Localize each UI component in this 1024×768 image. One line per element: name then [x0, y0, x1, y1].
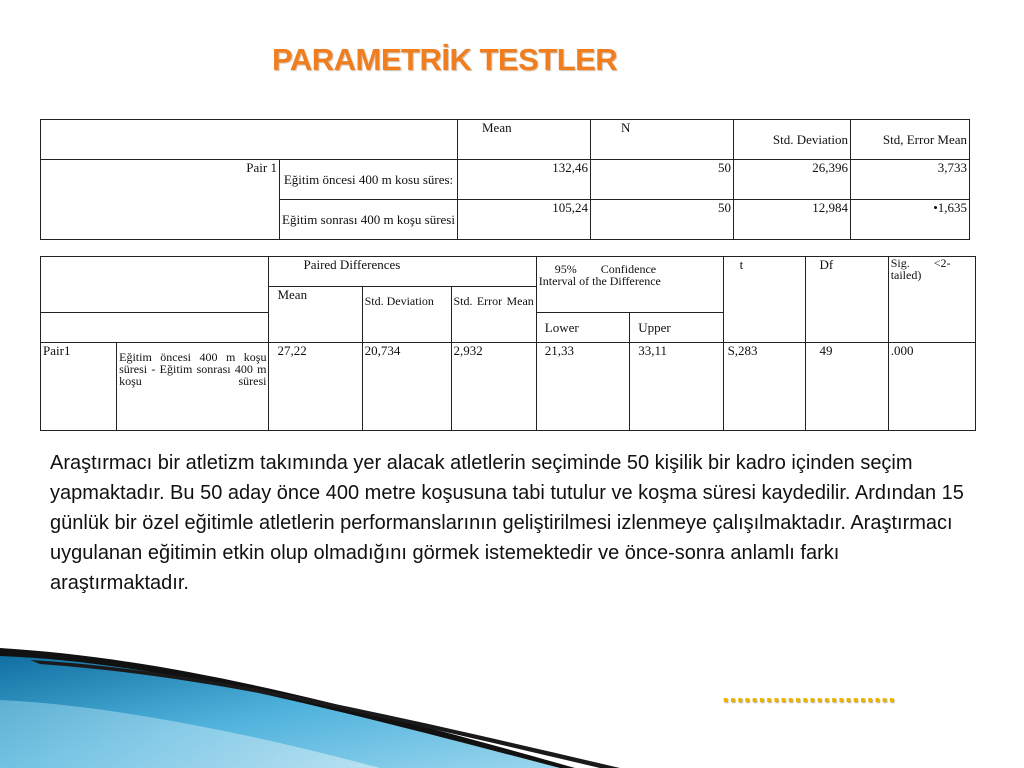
cell-std-deviation: 20,734 — [362, 343, 451, 431]
cell-std-deviation: 26,396 — [734, 160, 851, 200]
pair-label: Pair 1 — [41, 160, 280, 240]
cell-sig: .000 — [888, 343, 975, 431]
header-confidence-interval: 95% Confidence Interval of the Difference — [536, 257, 723, 313]
cell-std-error-mean: 2,932 — [451, 343, 536, 431]
paired-samples-statistics-table — [40, 119, 970, 240]
row-label: Eğitim sonrası 400 m koşu süresi — [280, 200, 458, 240]
header-std-deviation: Std. Deviation — [362, 287, 451, 343]
header-empty-cell — [41, 313, 269, 343]
cell-upper: 33,11 — [630, 343, 723, 431]
table-row — [41, 160, 970, 200]
row-label: Eğitim öncesi 400 m kosu süres: — [280, 160, 458, 200]
paired-samples-test-table — [40, 256, 976, 431]
cell-lower: 21,33 — [536, 343, 629, 431]
header-mean: Mean — [269, 287, 362, 343]
header-lower: Lower — [536, 313, 629, 343]
header-empty-cell — [41, 257, 269, 313]
header-t: t — [723, 257, 805, 343]
cell-std-error-mean: •1,635 — [851, 200, 970, 240]
row-label: Eğitim öncesi 400 m koşu süresi - Eğitim sonrası 400 m koşu süresi — [117, 343, 269, 431]
cell-df: 49 — [805, 343, 888, 431]
ellipsis-decoration: ........................ — [722, 678, 896, 708]
header-paired-differences: Paired Differences — [269, 257, 536, 287]
header-std-deviation: Std. Deviation — [734, 120, 851, 160]
header-df: Df — [805, 257, 888, 343]
description-paragraph: Araştırmacı bir atletizm takımında yer alacak atletlerin seçiminde 50 kişilik bir kadro içinden seçim yapmaktadır. Bu 50 aday önce 400 metre koşusuna tabi tutulur ve koşma süresi kaydedilir. Ardından 15 günlük bir özel eğitimle atletlerin performanslarının geliştirilmesi izlenmeye çalışılmaktadır. Araştırmacı uygulanan eğitimin etkin olup olmadığını görmek istemektedir ve önce-sonra anlamlı farkı araştırmaktadır. — [50, 452, 964, 594]
header-std-error-mean: Std, Error Mean — [851, 120, 970, 160]
header-sig: Sig. <2-tailed) — [888, 257, 975, 343]
cell-mean: 132,46 — [458, 160, 591, 200]
header-mean: Mean — [458, 120, 591, 160]
header-std-error-mean: Std. Error Mean — [451, 287, 536, 343]
header-n: N — [591, 120, 734, 160]
cell-mean: 105,24 — [458, 200, 591, 240]
cell-n: 50 — [591, 200, 734, 240]
header-empty-cell — [41, 120, 458, 160]
header-upper: Upper — [630, 313, 723, 343]
cell-std-deviation: 12,984 — [734, 200, 851, 240]
pair-label: Pair1 — [41, 343, 117, 431]
cell-std-error-mean: 3,733 — [851, 160, 970, 200]
cell-n: 50 — [591, 160, 734, 200]
cell-t: S,283 — [723, 343, 805, 431]
cell-mean: 27,22 — [269, 343, 362, 431]
page-title: PARAMETRİK TESTLER — [272, 42, 618, 77]
table-row — [41, 343, 976, 431]
